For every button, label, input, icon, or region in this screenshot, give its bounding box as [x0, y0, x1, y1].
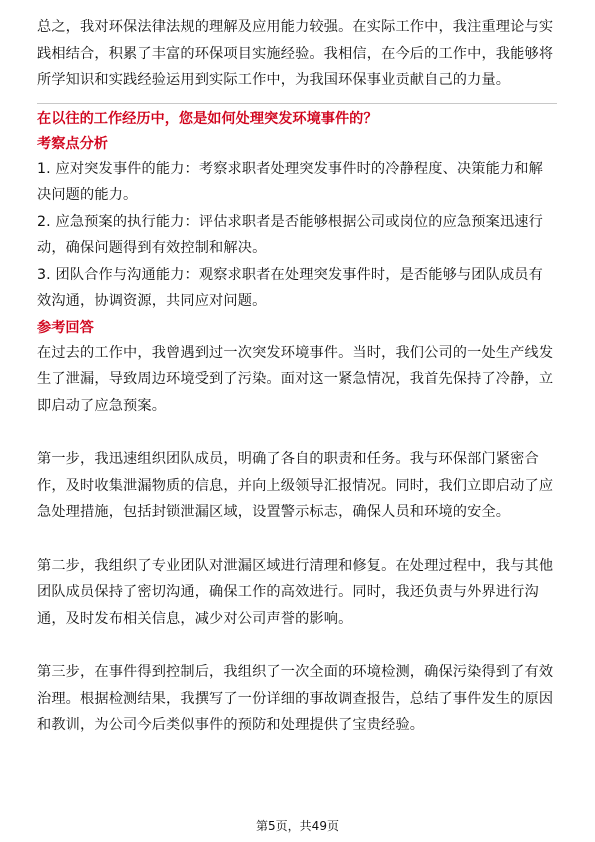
analysis-title: 考察点分析	[37, 135, 108, 152]
intro-paragraph: 总之，我对环保法律法规的理解及应用能力较强。在实际工作中，我注重理论与实践相结合，积累了丰富的环保项目实施经验。我相信，在今后的工作中，我能够将所学知识和实践经验运用到实际工作中，为我国环保事业贡献自己的力量。	[37, 19, 554, 88]
document-page	[37, 14, 557, 739]
answer-paragraph-3: 第二步，我组织了专业团队对泄漏区域进行清理和修复。在处理过程中，我与其他团队成员保持了密切沟通，确保工作的高效进行。同时，我还负责与外界进行沟通，及时发布相关信息，减少对公司声誉的影响。	[37, 557, 554, 627]
paragraph-gap	[37, 419, 557, 446]
page-number-footer: 第5页，共49页	[256, 819, 339, 833]
answer-paragraph-4: 第三步，在事件得到控制后，我组织了一次全面的环境检测，确保污染得到了有效治理。根据检测结果，我撰写了一份详细的事故调查报告，总结了事件发生的原因和教训，为公司今后类似事件的预防和处理提供了宝贵经验。	[37, 664, 554, 733]
answer-paragraph-2: 第一步，我迅速组织团队成员，明确了各自的职责和任务。我与环保部门紧密合作，及时收集泄漏物质的信息，并向上级领导汇报情况。同时，我们立即启动了应急处理措施，包括封锁泄漏区域，设置警示标志，确保人员和环境的安全。	[37, 451, 554, 520]
answer-title: 参考回答	[37, 319, 94, 336]
section-divider	[37, 103, 557, 104]
paragraph-gap	[37, 632, 557, 659]
analysis-item-3: 3. 团队合作与沟通能力：观察求职者在处理突发事件时，是否能够与团队成员有效沟通，协调资源，共同应对问题。	[37, 266, 543, 309]
analysis-item-2: 2. 应急预案的执行能力：评估求职者是否能够根据公司或岗位的应急预案迅速行动，确保问题得到有效控制和解决。	[37, 213, 543, 256]
answer-paragraph-1: 在过去的工作中，我曾遇到过一次突发环境事件。当时，我们公司的一处生产线发生了泄漏，导致周边环境受到了污染。面对这一紧急情况，我首先保持了冷静，立即启动了应急预案。	[37, 344, 554, 414]
question-heading: 在以往的工作经历中，您是如何处理突发环境事件的？	[37, 110, 378, 127]
paragraph-gap	[37, 526, 557, 553]
analysis-item-1: 1. 应对突发事件的能力：考察求职者处理突发事件时的冷静程度、决策能力和解决问题的能力。	[37, 160, 543, 203]
